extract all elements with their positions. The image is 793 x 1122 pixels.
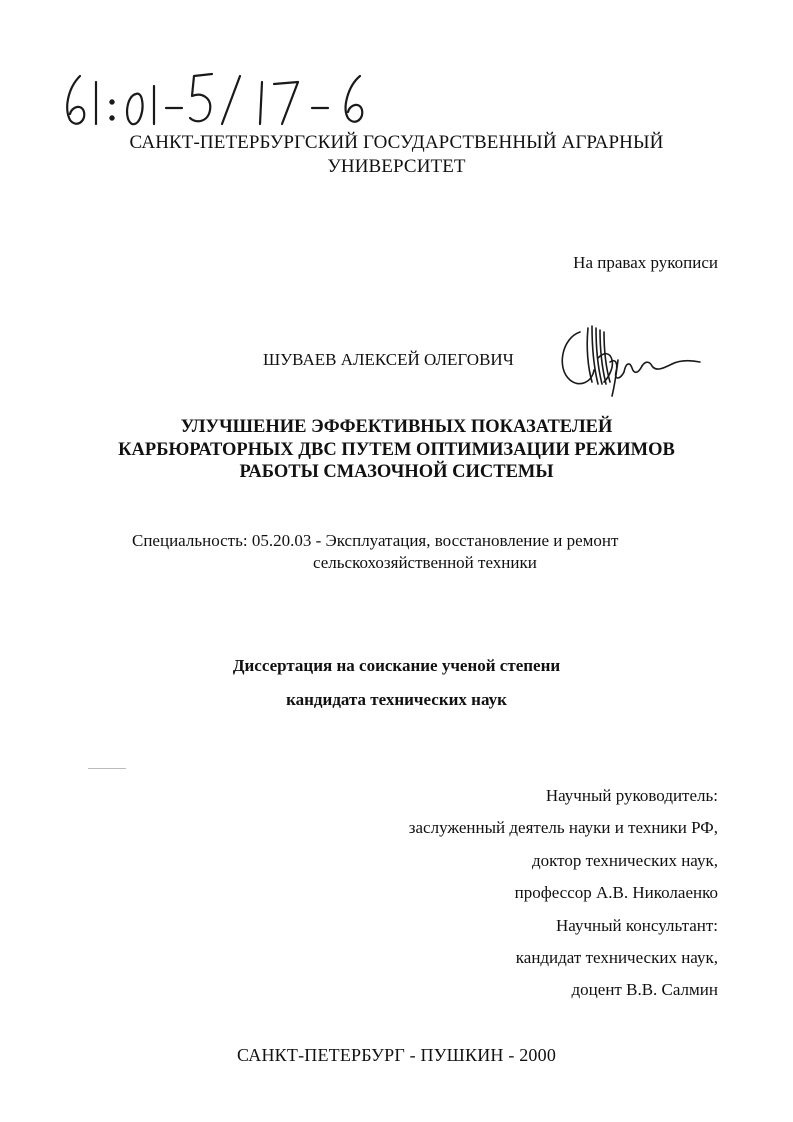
supervisors-block — [409, 780, 718, 1007]
degree-line-1: Диссертация на соискание ученой степени — [232, 656, 561, 675]
consultant-line: Научный консультант: — [556, 915, 718, 935]
specialty-line-2: сельскохозяйственной техники — [313, 553, 537, 572]
city-year: САНКТ-ПЕТЕРБУРГ - ПУШКИН - 2000 — [236, 1045, 557, 1065]
title-line-2: КАРБЮРАТОРНЫХ ДВС ПУТЕМ ОПТИМИЗАЦИИ РЕЖИМОВ — [118, 439, 675, 460]
supervisor-line: профессор А.В. Николаенко — [514, 883, 718, 903]
title-line-1: УЛУЧШЕНИЕ ЭФФЕКТИВНЫХ ПОКАЗАТЕЛЕЙ — [180, 417, 613, 437]
specialty-block — [132, 530, 618, 574]
consultant-line: кандидат технических наук, — [515, 948, 718, 968]
thesis-title — [0, 416, 793, 484]
specialty-line-1: Специальность: 05.20.03 - Эксплуатация, восстановление и ремонт — [132, 531, 619, 550]
author-signature — [552, 318, 702, 398]
degree-line-2: кандидата технических наук — [286, 690, 507, 709]
degree-statement — [0, 649, 793, 717]
supervisor-line: Научный руководитель: — [545, 786, 718, 805]
supervisor-line: доктор технических наук, — [531, 850, 718, 870]
university-line-2: УНИВЕРСИТЕТ — [327, 156, 466, 177]
handwritten-shelfmark — [62, 68, 372, 130]
university-header — [0, 131, 793, 179]
university-line-1: САНКТ-ПЕТЕРБУРГСКИЙ ГОСУДАРСТВЕННЫЙ АГРАРНЫЙ — [129, 132, 664, 153]
consultant-line: доцент В.В. Салмин — [571, 980, 718, 1000]
manuscript-note: На правах рукописи — [573, 253, 718, 272]
scan-artifact-mark — [88, 768, 126, 769]
supervisor-line: заслуженный деятель науки и техники РФ, — [408, 818, 718, 838]
author-name: ШУВАЕВ АЛЕКСЕЙ ОЛЕГОВИЧ — [263, 350, 514, 369]
title-line-3: РАБОТЫ СМАЗОЧНОЙ СИСТЕМЫ — [239, 462, 554, 482]
